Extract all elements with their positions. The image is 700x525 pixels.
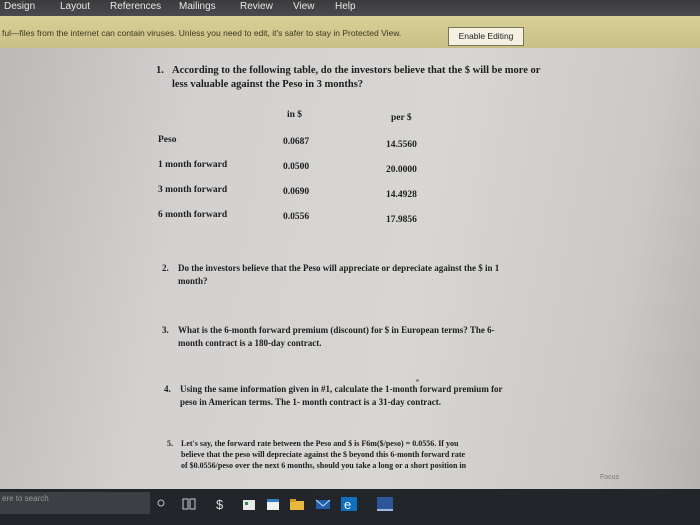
question-2-text (178, 262, 618, 288)
cell-in-usd: 0.0500 (283, 162, 310, 172)
cell-per-usd: 14.4928 (386, 190, 417, 200)
tab-mailings[interactable]: Mailings (179, 1, 216, 12)
cell-in-usd: 0.0687 (283, 137, 310, 147)
question-4-line1: Using the same information given in #1, calculate the 1-month forward premium for (180, 384, 503, 394)
row-label: 6 month forward (158, 210, 228, 220)
question-3-line1: What is the 6-month forward premium (discount) for $ in European terms? The 6- (178, 325, 495, 335)
question-1-number: 1. (156, 65, 164, 76)
tab-references[interactable]: References (110, 1, 162, 12)
question-5-number: 5. (167, 439, 173, 448)
tab-review[interactable]: Review (240, 1, 273, 12)
svg-text:$: $ (216, 497, 224, 512)
protected-view-bar (0, 16, 700, 49)
col-header-in-usd: in $ (287, 110, 303, 120)
question-2-number: 2. (162, 263, 169, 273)
task-view-icon[interactable] (180, 496, 198, 512)
question-3-text (178, 324, 618, 350)
question-5-line1: Let's say, the forward rate between the Peso and $ is F6m($/peso) = 0.0556. If you (181, 439, 459, 448)
question-1-line1: According to the following table, do the investors believe that the $ will be more or (172, 65, 541, 76)
col-header-per-usd: per $ (391, 113, 412, 123)
svg-text:e: e (344, 497, 352, 512)
question-1-line2: less valuable against the Peso in 3 months? (172, 79, 364, 90)
tab-layout[interactable]: Layout (60, 1, 91, 12)
enable-editing-button[interactable]: Enable Editing (448, 27, 524, 46)
question-5-line3: of $0.0556/peso over the next 6 months, should you take a long or a short position in (181, 461, 467, 470)
browser-e-icon[interactable] (340, 496, 358, 512)
calendar-icon[interactable] (264, 496, 282, 512)
question-2-line2: month? (178, 276, 208, 286)
cell-per-usd: 17.9856 (386, 215, 417, 225)
cell-in-usd: 0.0690 (283, 187, 310, 197)
stray-dot (416, 379, 419, 382)
mail-icon[interactable] (314, 496, 332, 512)
tab-help[interactable]: Help (335, 1, 356, 12)
row-label: 1 month forward (158, 160, 228, 170)
cell-per-usd: 20.0000 (386, 165, 417, 175)
question-2-line1: Do the investors believe that the Peso will appreciate or depreciate against the $ in 1 (178, 263, 500, 273)
question-1-text (172, 64, 612, 92)
cell-in-usd: 0.0556 (283, 212, 310, 222)
question-3-line2: month contract is a 180-day contract. (178, 338, 322, 348)
ribbon-tabs (0, 0, 700, 16)
tab-view[interactable]: View (293, 1, 315, 12)
tab-design[interactable]: Design (4, 1, 36, 12)
file-explorer-icon[interactable] (288, 496, 306, 512)
taskbar-search-input[interactable]: ere to search (0, 492, 150, 514)
question-4-line2: peso in American terms. The 1- month contract is a 31-day contract. (180, 397, 442, 407)
question-3-number: 3. (162, 325, 169, 335)
question-5-line2: believe that the peso will depreciate against the $ beyond this 6-month forward rate (181, 450, 466, 459)
row-label: 3 month forward (158, 185, 228, 195)
question-5-text (181, 438, 621, 471)
focus-label[interactable]: Focus (600, 474, 620, 481)
dollar-app-icon[interactable] (212, 496, 230, 512)
protected-view-message: ful—files from the internet can contain viruses. Unless you need to edit, it's safer to stay in Protected View. (2, 28, 402, 38)
store-bag-icon[interactable] (240, 496, 258, 512)
question-4-number: 4. (164, 384, 171, 394)
row-label: Peso (158, 135, 177, 145)
word-app-icon[interactable] (376, 496, 394, 512)
microphone-icon[interactable] (152, 496, 170, 512)
question-4-text (180, 383, 620, 409)
cell-per-usd: 14.5560 (386, 140, 417, 150)
